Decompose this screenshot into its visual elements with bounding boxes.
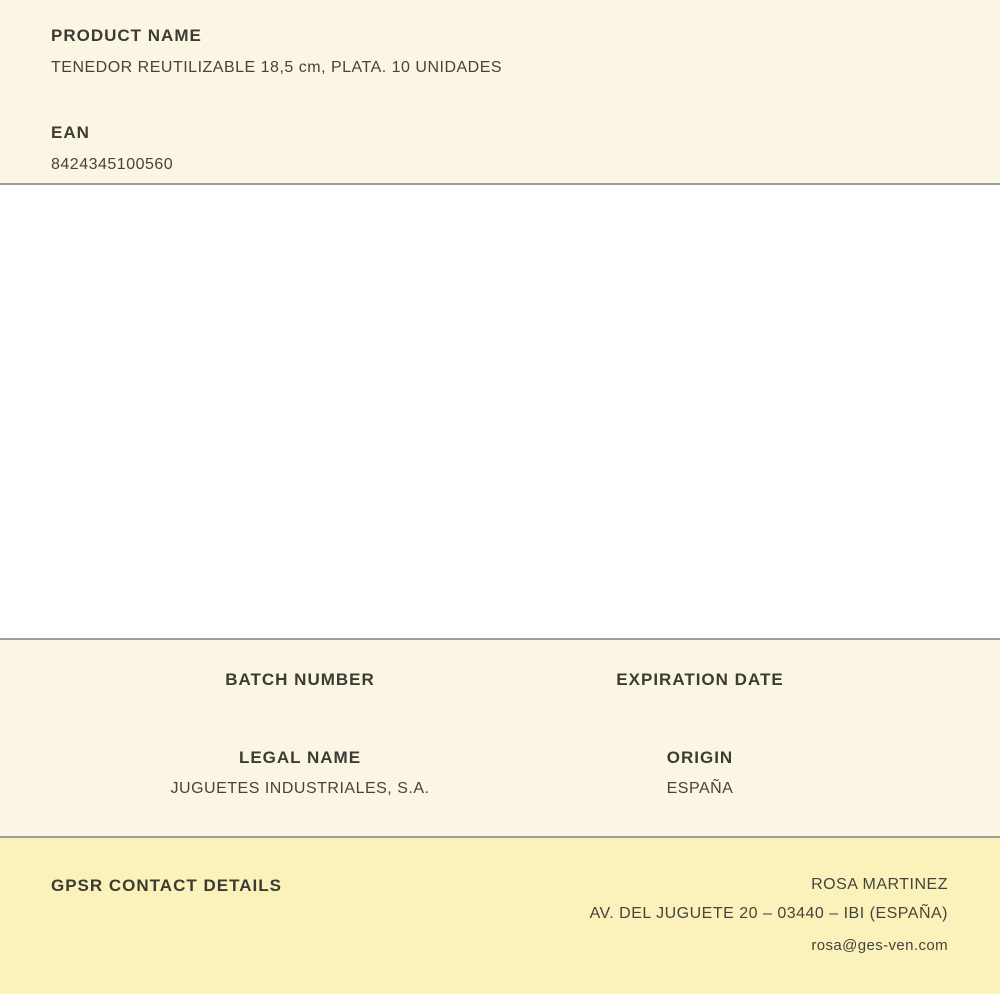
origin-label: ORIGIN bbox=[666, 748, 734, 767]
ean-value: 8424345100560 bbox=[51, 156, 174, 173]
product-info-section bbox=[0, 0, 1000, 185]
origin-field bbox=[500, 748, 900, 798]
blank-image-area bbox=[0, 185, 1000, 640]
contact-name: ROSA MARTINEZ bbox=[811, 876, 948, 893]
ean-label: EAN bbox=[51, 123, 90, 142]
legal-name-label: LEGAL NAME bbox=[238, 748, 362, 767]
origin-value: ESPAÑA bbox=[666, 780, 734, 797]
details-row-2 bbox=[100, 748, 900, 798]
legal-name-field bbox=[100, 748, 500, 798]
batch-number-label: BATCH NUMBER bbox=[225, 670, 375, 689]
batch-number-field bbox=[100, 670, 500, 690]
contact-address: AV. DEL JUGUETE 20 – 03440 – IBI (ESPAÑA) bbox=[589, 905, 948, 922]
product-name-label: PRODUCT NAME bbox=[51, 26, 202, 45]
gpsr-contact-section bbox=[0, 838, 1000, 994]
ean-field bbox=[51, 123, 949, 174]
product-name-value: TENEDOR REUTILIZABLE 18,5 cm, PLATA. 10 UNIDADES bbox=[51, 59, 503, 76]
product-name-field bbox=[51, 26, 949, 77]
expiration-date-field bbox=[500, 670, 900, 690]
legal-name-value: JUGUETES INDUSTRIALES, S.A. bbox=[170, 780, 430, 797]
expiration-date-label: EXPIRATION DATE bbox=[616, 670, 784, 689]
details-section bbox=[0, 640, 1000, 838]
contact-email: rosa@ges-ven.com bbox=[811, 937, 948, 954]
details-row-1 bbox=[100, 670, 900, 690]
gpsr-contact-label: GPSR CONTACT DETAILS bbox=[51, 876, 282, 895]
gpsr-contact-block bbox=[590, 876, 948, 954]
